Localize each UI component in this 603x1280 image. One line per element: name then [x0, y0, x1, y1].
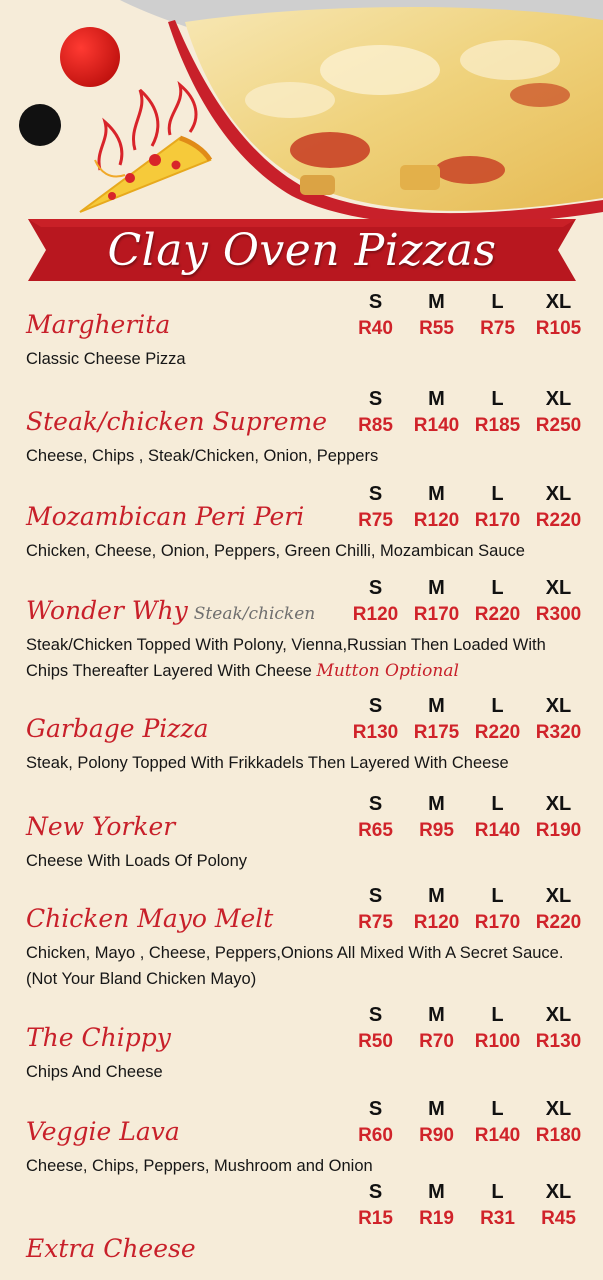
item-name-row — [26, 902, 273, 936]
item-name-row — [26, 405, 327, 439]
size-labels — [345, 694, 600, 718]
size-label: M — [428, 291, 445, 313]
size-labels — [345, 576, 600, 600]
page-title: Clay Oven Pizzas — [107, 224, 497, 276]
item-description — [26, 346, 591, 372]
size-labels — [345, 482, 600, 506]
size-label: L — [491, 577, 504, 599]
price: R50 — [358, 1031, 393, 1052]
size-label: L — [491, 793, 504, 815]
item-description-text: Chicken, Mayo , Cheese, Peppers,Onions All Mixed With A Secret Sauce. (Not Your Bland Chicken Mayo) — [26, 944, 564, 988]
price: R170 — [413, 604, 460, 625]
item-description — [26, 1153, 591, 1179]
size-label: S — [368, 695, 383, 717]
price: R100 — [474, 1031, 521, 1052]
price: R220 — [535, 912, 582, 933]
item-description-text: Cheese With Loads Of Polony — [26, 852, 248, 870]
price: R220 — [474, 722, 521, 743]
size-label: L — [491, 388, 504, 410]
pizza-photo — [185, 7, 603, 211]
item-description — [26, 750, 591, 776]
item-option: Mutton Optional — [316, 661, 459, 681]
size-labels — [345, 1097, 600, 1121]
size-label: S — [368, 577, 383, 599]
black-dot — [19, 104, 61, 146]
size-label: S — [368, 1098, 383, 1120]
pizza-slice-icon — [80, 85, 210, 212]
price-row — [345, 1205, 600, 1233]
item-description-text: Cheese, Chips , Steak/Chicken, Onion, Peppers — [26, 447, 379, 465]
item-name-row — [26, 500, 304, 534]
item-description — [26, 940, 591, 992]
item-name-row — [26, 810, 175, 844]
size-label: XL — [545, 388, 572, 410]
price: R75 — [480, 318, 515, 339]
size-label: S — [368, 483, 383, 505]
item-description-text: Chicken, Cheese, Onion, Peppers, Green Chilli, Mozambican Sauce — [26, 542, 525, 560]
item-name-row — [26, 594, 315, 631]
price: R140 — [474, 820, 521, 841]
price: R40 — [358, 318, 393, 339]
size-label: M — [428, 388, 445, 410]
price: R60 — [358, 1125, 393, 1146]
price: R320 — [535, 722, 582, 743]
price: R130 — [535, 1031, 582, 1052]
price: R250 — [535, 415, 582, 436]
price: R45 — [541, 1208, 576, 1229]
item-description — [26, 1059, 591, 1085]
price: R120 — [413, 912, 460, 933]
size-labels — [345, 884, 600, 908]
price: R55 — [419, 318, 454, 339]
price: R140 — [474, 1125, 521, 1146]
size-labels — [345, 387, 600, 411]
size-labels — [345, 290, 600, 314]
price-row — [345, 507, 600, 535]
price: R220 — [535, 510, 582, 531]
price: R65 — [358, 820, 393, 841]
size-label: M — [428, 793, 445, 815]
item-description — [26, 443, 591, 469]
size-label: XL — [545, 885, 572, 907]
size-label: S — [368, 885, 383, 907]
size-label: XL — [545, 577, 572, 599]
item-description-text: Cheese, Chips, Peppers, Mushroom and Onion — [26, 1157, 373, 1175]
price: R170 — [474, 510, 521, 531]
item-variant: Steak/chicken — [193, 604, 316, 624]
size-label: S — [368, 388, 383, 410]
item-name: Mozambican Peri Peri — [26, 502, 305, 531]
item-name-row — [26, 1232, 196, 1266]
item-name: Wonder Why — [26, 596, 188, 625]
price-row — [345, 817, 600, 845]
price-row — [345, 1122, 600, 1150]
item-description — [26, 848, 591, 874]
price: R180 — [535, 1125, 582, 1146]
size-labels — [345, 792, 600, 816]
item-name: Garbage Pizza — [26, 714, 209, 743]
size-labels — [345, 1180, 600, 1204]
size-label: XL — [545, 1098, 572, 1120]
item-name: Steak/chicken Supreme — [26, 407, 328, 436]
item-name: Margherita — [26, 310, 171, 339]
item-description — [26, 538, 591, 564]
price: R170 — [474, 912, 521, 933]
price-row — [345, 1028, 600, 1056]
price: R85 — [358, 415, 393, 436]
size-label: XL — [545, 695, 572, 717]
hero-artwork — [0, 0, 603, 225]
size-label: XL — [545, 793, 572, 815]
price: R15 — [358, 1208, 393, 1229]
price-row — [345, 719, 600, 747]
size-label: S — [368, 291, 383, 313]
price: R90 — [419, 1125, 454, 1146]
price: R120 — [413, 510, 460, 531]
price: R70 — [419, 1031, 454, 1052]
size-label: L — [491, 1004, 504, 1026]
item-name-row — [26, 1115, 180, 1149]
price: R31 — [480, 1208, 515, 1229]
price: R130 — [352, 722, 399, 743]
price: R75 — [358, 510, 393, 531]
size-label: L — [491, 885, 504, 907]
item-name: Veggie Lava — [26, 1117, 180, 1146]
size-label: L — [491, 695, 504, 717]
price: R140 — [413, 415, 460, 436]
item-description-text: Steak/Chicken Topped With Polony, Vienna,Russian Then Loaded With Chips Thereafter Layered With Cheese — [26, 636, 546, 680]
item-description — [26, 632, 591, 684]
item-description-text: Chips And Cheese — [26, 1063, 163, 1081]
size-label: M — [428, 1181, 445, 1203]
size-label: XL — [545, 483, 572, 505]
size-label: M — [428, 577, 445, 599]
price: R95 — [419, 820, 454, 841]
size-label: M — [428, 483, 445, 505]
price: R220 — [474, 604, 521, 625]
item-description-text: Classic Cheese Pizza — [26, 350, 186, 368]
item-name-row — [26, 712, 209, 746]
price: R75 — [358, 912, 393, 933]
size-label: XL — [545, 1181, 572, 1203]
size-label: S — [368, 1181, 383, 1203]
item-name-row — [26, 308, 170, 342]
item-name: New Yorker — [26, 812, 176, 841]
size-label: XL — [545, 1004, 572, 1026]
price: R19 — [419, 1208, 454, 1229]
price-row — [345, 909, 600, 937]
price-row — [345, 601, 600, 629]
size-label: L — [491, 483, 504, 505]
price: R300 — [535, 604, 582, 625]
size-label: M — [428, 695, 445, 717]
size-label: S — [368, 793, 383, 815]
price-row — [345, 315, 600, 343]
red-dot — [60, 27, 120, 87]
item-name-row — [26, 1021, 171, 1055]
size-labels — [345, 1003, 600, 1027]
size-label: S — [368, 1004, 383, 1026]
size-label: L — [491, 1098, 504, 1120]
item-name: Extra Cheese — [26, 1234, 196, 1263]
price: R190 — [535, 820, 582, 841]
item-name: Chicken Mayo Melt — [26, 904, 274, 933]
price: R105 — [535, 318, 582, 339]
item-name: The Chippy — [26, 1023, 171, 1052]
price: R185 — [474, 415, 521, 436]
price-row — [345, 412, 600, 440]
price: R120 — [352, 604, 399, 625]
size-label: M — [428, 1004, 445, 1026]
size-label: M — [428, 1098, 445, 1120]
item-description-text: Steak, Polony Topped With Frikkadels Then Layered With Cheese — [26, 754, 509, 772]
size-label: L — [491, 1181, 504, 1203]
size-label: XL — [545, 291, 572, 313]
size-label: M — [428, 885, 445, 907]
price: R175 — [413, 722, 460, 743]
size-label: L — [491, 291, 504, 313]
